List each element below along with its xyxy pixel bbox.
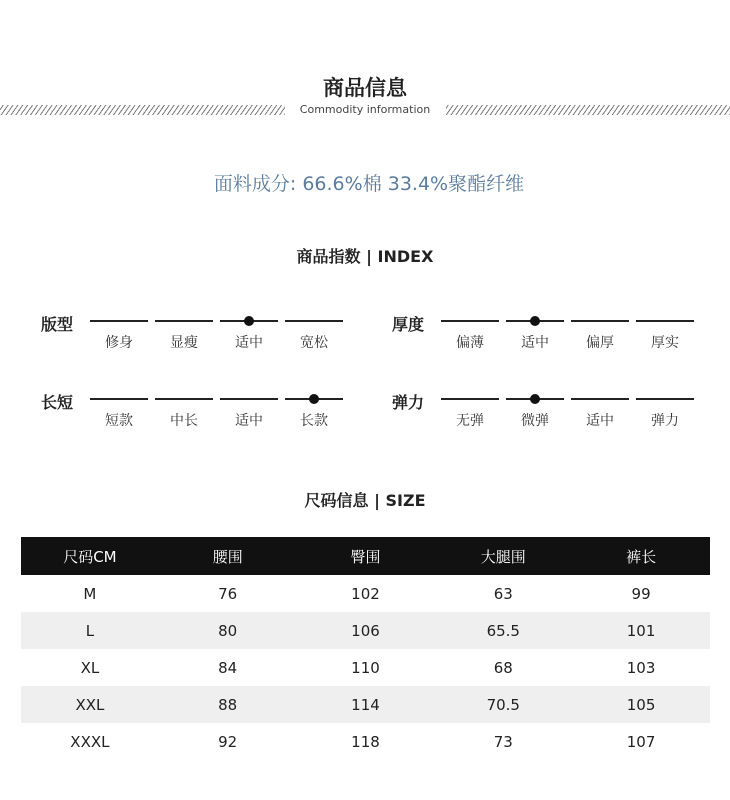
table-cell: 103: [626, 658, 656, 677]
page-title: 商品信息: [323, 76, 407, 100]
table-row: [21, 575, 710, 612]
table-cell: M: [83, 584, 97, 603]
selected-marker-icon: [530, 394, 540, 404]
scale-line: [571, 398, 629, 400]
table-row: [21, 649, 710, 686]
index-option-label: 适中: [586, 413, 614, 429]
table-cell: 107: [626, 732, 656, 751]
scale-line: [155, 320, 213, 322]
table-cell: XXL: [21, 686, 159, 723]
column-header: 裤长: [572, 537, 710, 575]
table-cell: 65.5: [434, 612, 572, 649]
table-cell: L: [21, 612, 159, 649]
table-cell: 118: [351, 732, 380, 751]
table-cell: XL: [80, 658, 100, 677]
index-option-label: 适中: [521, 335, 549, 351]
index-option-label: 显瘦: [170, 335, 198, 351]
index-option-label: 偏厚: [586, 335, 614, 351]
material-composition: 面料成分: 66.6%棉 33.4%聚酯纤维: [213, 173, 525, 195]
index-option-label: 长款: [300, 413, 328, 429]
scale-line: [571, 320, 629, 322]
size-table-header: [21, 537, 710, 575]
table-cell: 88: [159, 686, 297, 723]
scale-line: [90, 320, 148, 322]
scale-line: [441, 398, 499, 400]
index-option-label: 宽松: [300, 335, 328, 351]
index-option-label: 中长: [170, 413, 198, 429]
table-cell: 101: [572, 612, 710, 649]
table-cell: 68: [493, 658, 513, 677]
index-group-label: 长短: [41, 393, 74, 412]
table-cell: 110: [351, 658, 380, 677]
index-option-label: 弹力: [651, 413, 679, 429]
index-option-label: 适中: [235, 413, 263, 429]
table-cell: 76: [218, 584, 238, 603]
table-cell: 102: [351, 584, 380, 603]
scale-line: [636, 320, 694, 322]
table-cell: 80: [159, 612, 297, 649]
index-option-label: 无弹: [456, 413, 484, 429]
table-row: [21, 612, 710, 649]
scale-line: [285, 320, 343, 322]
table-row: [21, 723, 710, 760]
table-row: [21, 686, 710, 723]
scale-line: [636, 398, 694, 400]
index-option-label: 短款: [105, 413, 133, 429]
index-option-label: 厚实: [651, 335, 679, 351]
scale-line: [441, 320, 499, 322]
table-cell: XXXL: [70, 732, 110, 751]
table-cell: 92: [218, 732, 238, 751]
index-group-label: 弹力: [392, 393, 425, 412]
index-option-label: 适中: [235, 335, 263, 351]
index-option-label: 偏薄: [456, 335, 484, 351]
table-cell: 84: [218, 658, 238, 677]
table-cell: 106: [297, 612, 435, 649]
index-group-label: 版型: [41, 315, 74, 334]
table-cell: 63: [493, 584, 513, 603]
column-header: 腰围: [159, 537, 297, 575]
selected-marker-icon: [244, 316, 254, 326]
size-section-title: 尺码信息 | SIZE: [304, 491, 426, 510]
size-table: [21, 537, 710, 760]
scale-line: [220, 398, 278, 400]
column-header: 大腿围: [434, 537, 572, 575]
column-header: 尺码CM: [21, 537, 159, 575]
table-cell: 73: [493, 732, 513, 751]
table-cell: 114: [297, 686, 435, 723]
table-cell: 70.5: [434, 686, 572, 723]
selected-marker-icon: [309, 394, 319, 404]
page-subtitle: Commodity information: [299, 103, 431, 116]
index-group-label: 厚度: [392, 315, 425, 334]
index-option-label: 微弹: [521, 413, 549, 429]
column-header: 臀围: [297, 537, 435, 575]
index-section-title: 商品指数 | INDEX: [296, 247, 434, 266]
table-cell: 99: [631, 584, 651, 603]
selected-marker-icon: [530, 316, 540, 326]
table-cell: 105: [572, 686, 710, 723]
scale-line: [90, 398, 148, 400]
scale-line: [155, 398, 213, 400]
index-option-label: 修身: [105, 335, 133, 351]
